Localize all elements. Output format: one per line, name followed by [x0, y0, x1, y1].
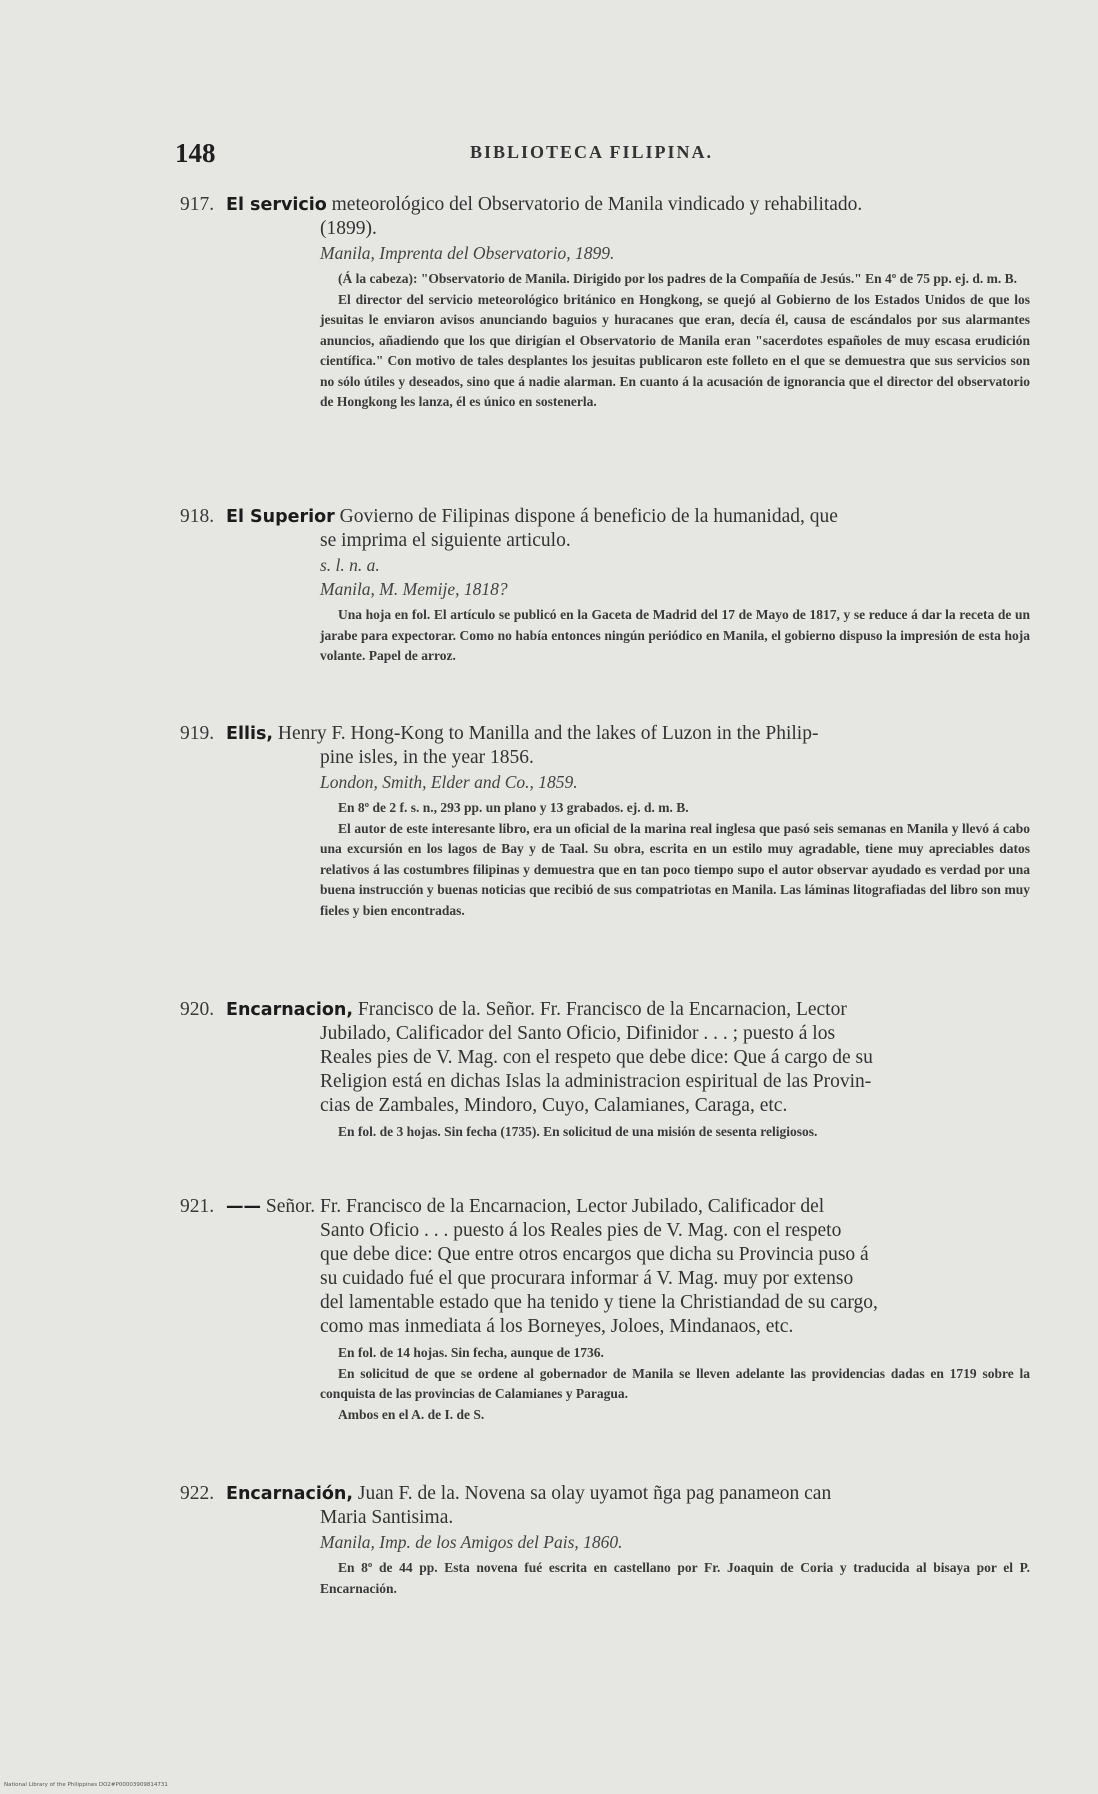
entry-notes [320, 605, 1030, 667]
entry-author: El servicio [226, 195, 327, 215]
entry-number: 921. [180, 1196, 215, 1217]
entry-note: En fol. de 3 hojas. Sin fecha (1735). En solicitud de una misión de sesenta religiosos. [338, 1124, 818, 1139]
entry-title-line: su cuidado fué el que procurara informar á V. Mag. muy por extenso [320, 1268, 854, 1289]
entry-note: Una hoja en fol. El artículo se publicó en la Gaceta de Madrid del 17 de Mayo de 1817, y se reduce á dar la receta de un jarabe para expectorar. Como no había entonces ningún periódico en Manila, el gobierno dispuso la impresión de esta hoja volante. Papel de arroz. [320, 607, 1030, 663]
entry-920 [180, 998, 1030, 1143]
entry-author: Encarnación, [226, 1484, 353, 1504]
entry-918 [180, 505, 1030, 667]
entry-imprint: Manila, Imp. de los Amigos del Pais, 1860. [320, 1532, 623, 1552]
entry-note: En 8º de 44 pp. Esta novena fué escrita en castellano por Fr. Joaquin de Coria y traducida al bisaya por el P. Encarnación. [320, 1560, 1030, 1596]
entry-notes [320, 269, 1030, 413]
entry-note: En 8º de 2 f. s. n., 293 pp. un plano y 13 grabados. ej. d. m. B. [338, 800, 689, 815]
entry-imprint: Manila, M. Memije, 1818? [320, 579, 508, 599]
entry-imprint: Manila, Imprenta del Observatorio, 1899. [320, 243, 615, 263]
entry-title: Francisco de la. Señor. Fr. Francisco de la Encarnacion, Lector [357, 999, 847, 1020]
entry-title-line: Maria Santisima. [320, 1507, 454, 1528]
scan-credit: National Library of the Philippines DO2#P00003909814731 [4, 1782, 168, 1788]
entry-notes [320, 1343, 1030, 1425]
page-number: 148 [175, 138, 216, 168]
entry-title-line: como mas inmediata á los Borneyes, Joloes, Mindanaos, etc. [320, 1316, 794, 1337]
entry-imprint: s. l. n. a. [320, 555, 380, 575]
entry-title: Señor. Fr. Francisco de la Encarnacion, Lector Jubilado, Calificador del [265, 1196, 825, 1217]
entry-title-line: cias de Zambales, Mindoro, Cuyo, Calamianes, Caraga, etc. [320, 1095, 788, 1116]
entry-author: Ellis, [226, 724, 274, 744]
entry-note: En fol. de 14 hojas. Sin fecha, aunque de 1736. [338, 1345, 604, 1360]
entry-title-line: Religion está en dichas Islas la administracion espiritual de las Provin- [320, 1071, 872, 1092]
entry-number: 922. [180, 1483, 215, 1504]
entry-note: (Á la cabeza): "Observatorio de Manila. Dirigido por los padres de la Compañía de Jesús." En 4º de 75 pp. ej. d. m. B. [338, 271, 1017, 286]
entry-title: meteorológico del Observatorio de Manila vindicado y rehabilitado. [331, 194, 863, 215]
entry-title-line: Santo Oficio . . . puesto á los Reales pies de V. Mag. con el respeto [320, 1220, 842, 1241]
entry-title-line: del lamentable estado que ha tenido y tiene la Christiandad de su cargo, [320, 1292, 878, 1313]
entry-title-line: Reales pies de V. Mag. con el respeto que debe dice: Que á cargo de su [320, 1047, 873, 1068]
entry-note: El director del servicio meteorológico británico en Hongkong, se quejó al Gobierno de los Estados Unidos de que los jesuitas le enviaron avisos anunciando baguios y huracanes que eran, decía él, causa de escándalos por sus alarmantes anuncios, añadiendo que los que dirigían el Observatorio de Manila eran "sacerdotes españoles de muy escasa erudición científica." Con motivo de tales desplantes los jesuitas publicaron este folleto en el que se demuestra que sus servicios son no sólo útiles y deseados, sino que á nadie alarman. En cuanto á la acusación de ignorancia que el director del observatorio de Hongkong les lanza, él es único en sostenerla. [320, 291, 1030, 409]
page-header [175, 138, 1025, 172]
entry-notes [320, 1122, 1030, 1143]
entry-number: 919. [180, 723, 215, 744]
entry-title-line: que debe dice: Que entre otros encargos que dicha su Provincia puso á [320, 1244, 869, 1265]
entry-title-line: pine isles, in the year 1856. [320, 747, 534, 768]
entry-title-line: (1899). [320, 218, 377, 239]
entry-921 [180, 1195, 1030, 1425]
entry-919 [180, 722, 1030, 921]
entry-author: —— [226, 1197, 261, 1217]
entry-note: Ambos en el A. de I. de S. [338, 1406, 485, 1422]
entry-title: Henry F. Hong-Kong to Manilla and the lakes of Luzon in the Philip- [277, 723, 819, 744]
entry-title-line: Jubilado, Calificador del Santo Oficio, Difinidor . . . ; puesto á los [320, 1023, 836, 1044]
running-title: BIBLIOTECA FILIPINA. [470, 142, 714, 162]
entry-number: 920. [180, 999, 215, 1020]
entry-imprint: London, Smith, Elder and Co., 1859. [320, 772, 578, 792]
entry-author: El Superior [226, 507, 335, 527]
entry-notes [320, 798, 1030, 921]
entry-917 [180, 193, 1030, 413]
entry-number: 917. [180, 194, 215, 215]
entry-title-line: se imprima el siguiente articulo. [320, 530, 571, 551]
entry-note: En solicitud de que se ordene al gobernador de Manila se lleven adelante las providencias dadas en 1719 sobre la conquista de las provincias de Calamianes y Paragua. [320, 1365, 1030, 1401]
entry-author: Encarnacion, [226, 1000, 353, 1020]
entry-notes [320, 1558, 1030, 1599]
entry-number: 918. [180, 506, 215, 527]
entry-note: El autor de este interesante libro, era un oficial de la marina real inglesa que pasó seis semanas en Manila y llevó á cabo una excursión en los lagos de Bay y de Taal. Su obra, escrita en un estilo muy agradable, tiene muy apreciables datos relativos á las costumbres filipinas y demuestra que en tan poco tiempo supo el autor observar ayudado es verdad por una buena instrucción y buenas noticias que recibió de sus compatriotas en Manila. Las láminas litografiadas del libro son muy fieles y bien encontradas. [320, 820, 1030, 918]
entry-922 [180, 1482, 1030, 1599]
entry-title: Juan F. de la. Novena sa olay uyamot ñga pag panameon can [357, 1483, 832, 1504]
entry-title: Govierno de Filipinas dispone á beneficio de la humanidad, que [339, 506, 838, 527]
